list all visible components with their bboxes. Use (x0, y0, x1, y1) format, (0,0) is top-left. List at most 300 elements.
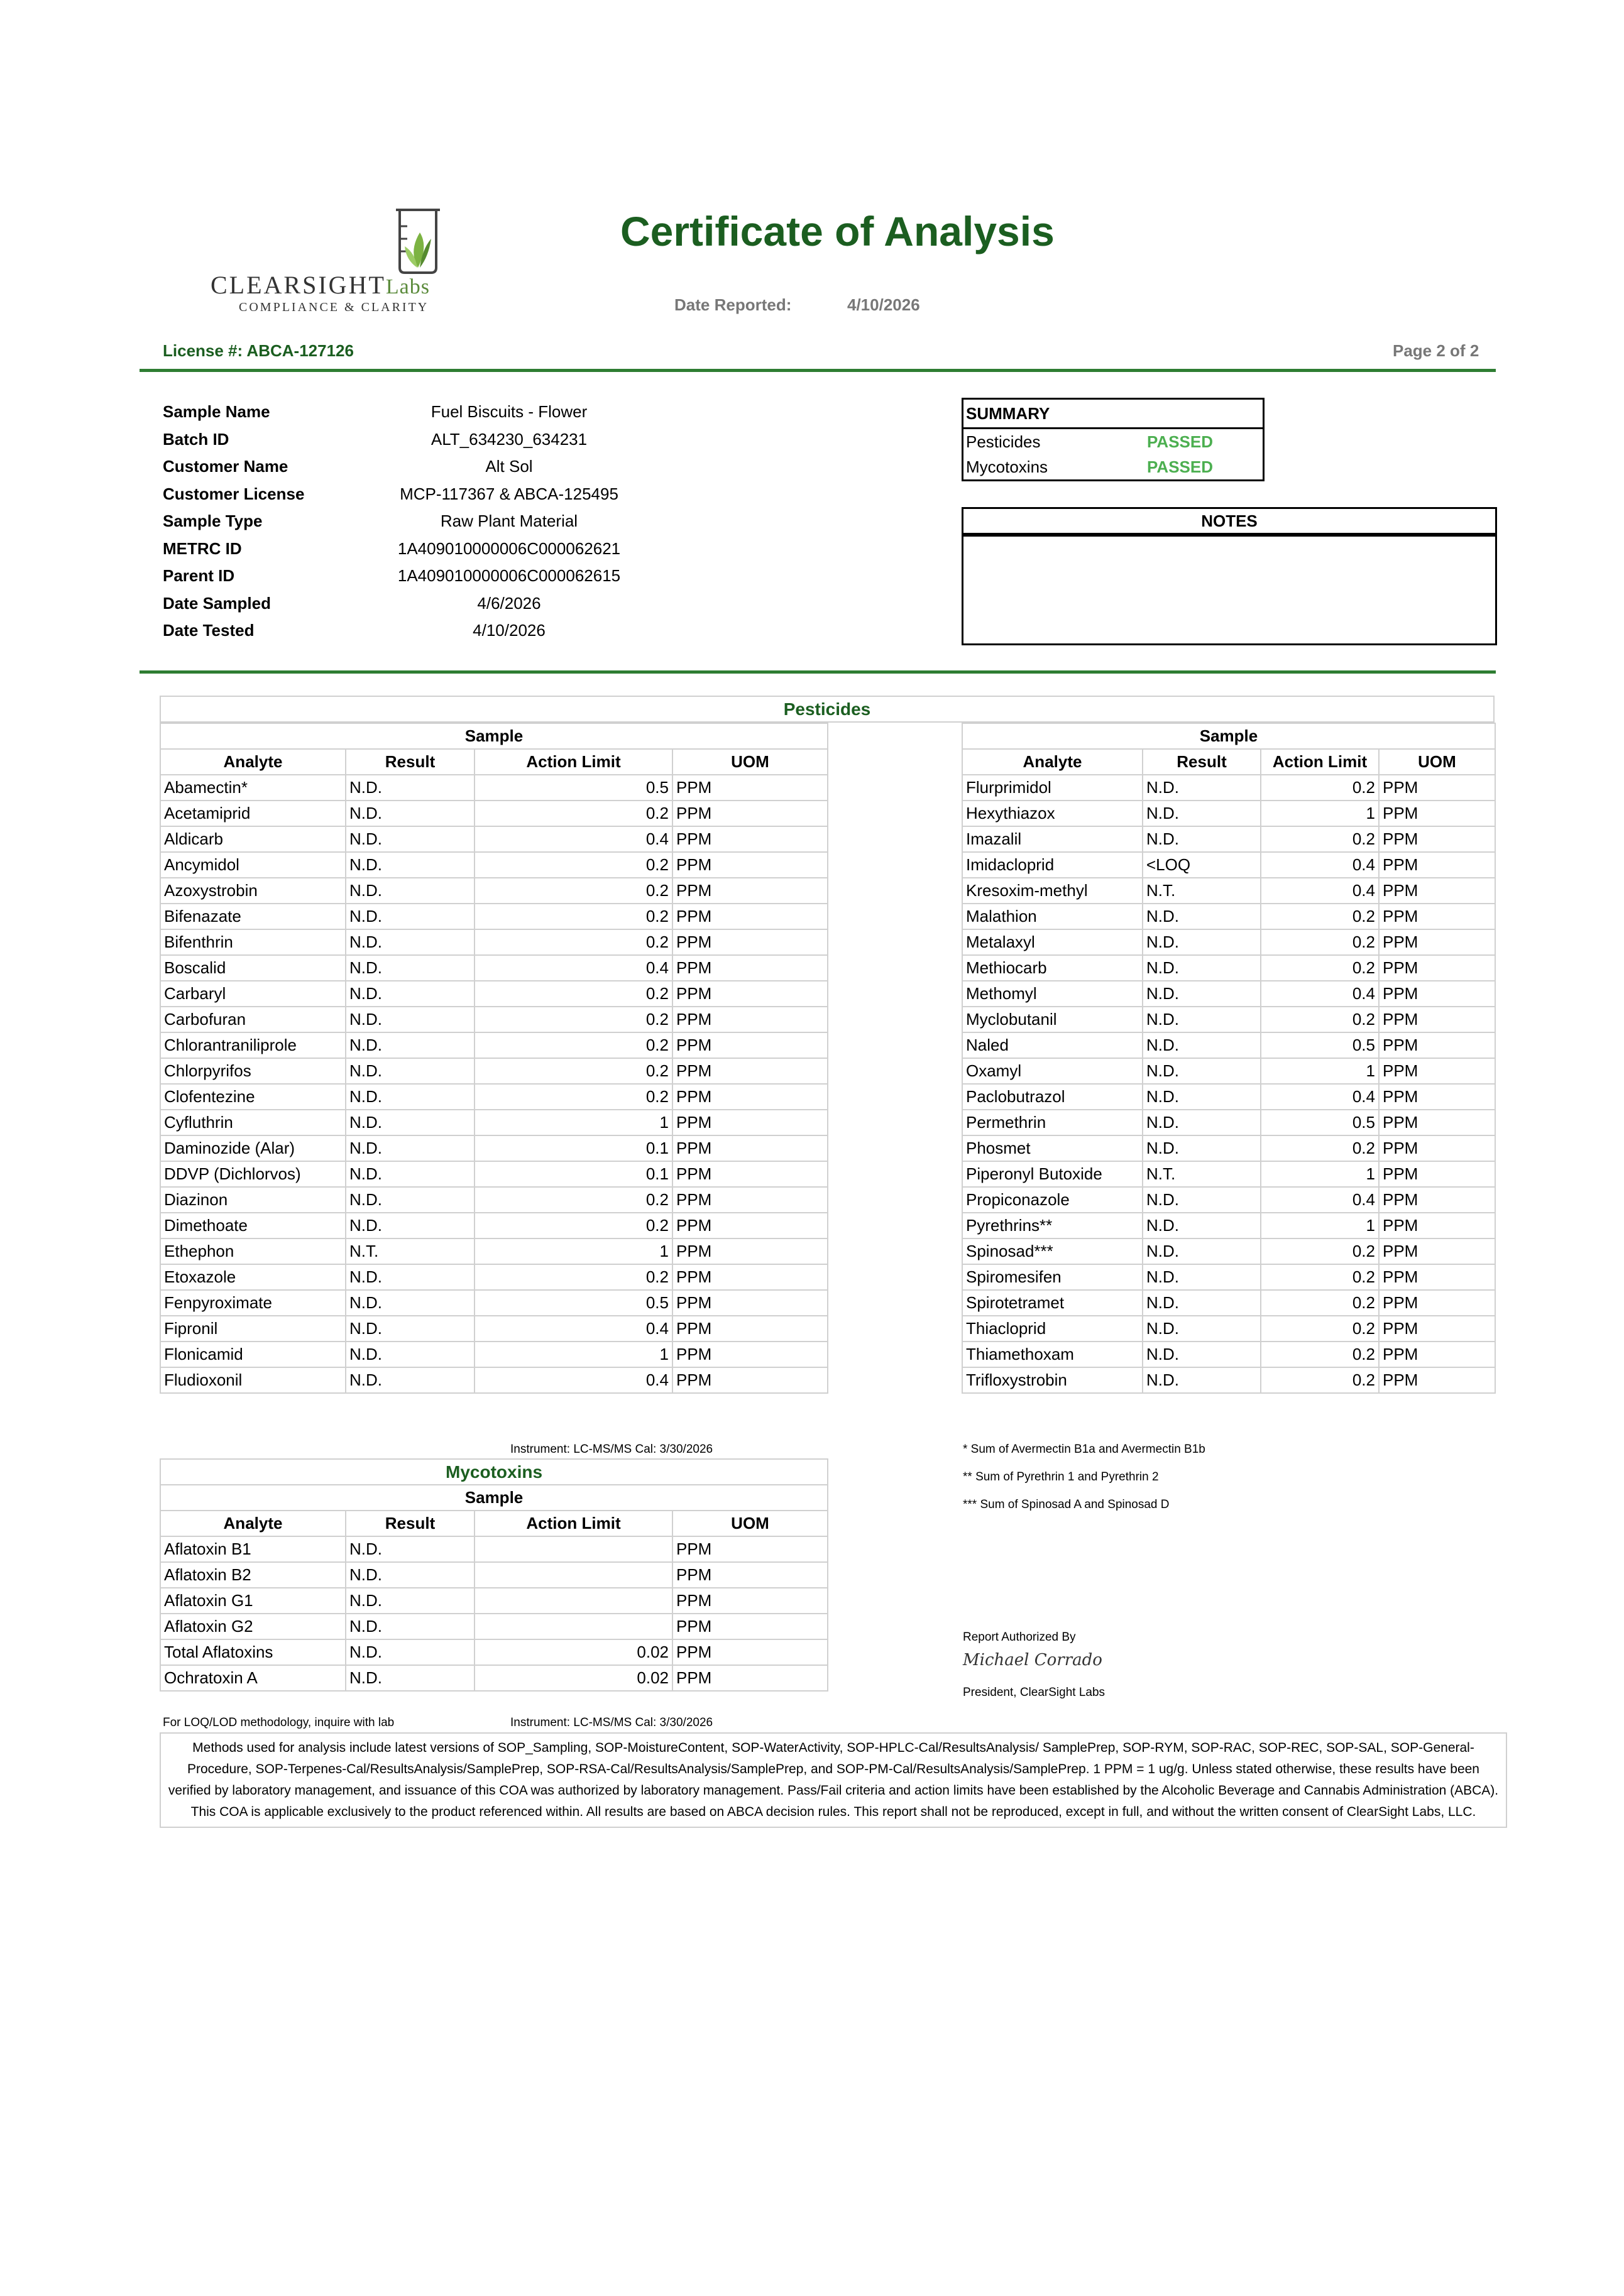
table-row (160, 1032, 828, 1058)
table-row (962, 1058, 1495, 1084)
action-limit-cell: 0.2 (475, 1058, 672, 1084)
uom-cell: PPM (1379, 1290, 1495, 1316)
table-row (160, 1058, 828, 1084)
action-limit-cell: 0.2 (1261, 1342, 1379, 1367)
result-cell: N.D. (346, 1135, 475, 1161)
table-row (962, 801, 1495, 826)
notes-title: NOTES (962, 507, 1497, 535)
analyte-cell: Ancymidol (160, 852, 346, 878)
analyte-cell: Flurprimidol (962, 775, 1143, 801)
action-limit-cell (475, 1614, 672, 1639)
table-row (962, 775, 1495, 801)
table-row (962, 1187, 1495, 1213)
result-cell: N.D. (346, 1187, 475, 1213)
column-header: Analyte (160, 749, 346, 775)
table-row (160, 1342, 828, 1367)
result-cell: N.D. (346, 981, 475, 1007)
table-row (160, 801, 828, 826)
uom-cell: PPM (672, 1187, 828, 1213)
analyte-cell: Paclobutrazol (962, 1084, 1143, 1110)
table-row (160, 1135, 828, 1161)
uom-cell: PPM (1379, 1264, 1495, 1290)
action-limit-cell: 1 (475, 1110, 672, 1135)
action-limit-cell: 1 (475, 1238, 672, 1264)
action-limit-cell: 0.2 (1261, 1135, 1379, 1161)
table-row (160, 981, 828, 1007)
uom-cell: PPM (672, 826, 828, 852)
column-header: UOM (672, 749, 828, 775)
result-cell: N.D. (346, 1007, 475, 1032)
uom-cell: PPM (1379, 852, 1495, 878)
table-row (160, 1238, 828, 1264)
action-limit-cell (475, 1562, 672, 1588)
table-row (962, 1084, 1495, 1110)
sample-info-label: Customer License (163, 484, 305, 503)
sample-info-label: Sample Type (163, 511, 263, 530)
mycotoxins-instrument: Instrument: LC-MS/MS Cal: 3/30/2026 (510, 1716, 713, 1729)
table-row (160, 1367, 828, 1393)
logo-wordmark: CLEARSIGHTLabs (211, 271, 430, 299)
result-cell: N.T. (346, 1238, 475, 1264)
summary-item-name: Mycotoxins (966, 457, 1048, 476)
analyte-cell: Naled (962, 1032, 1143, 1058)
column-header: Result (346, 1511, 475, 1536)
table-row (962, 852, 1495, 878)
result-cell: N.D. (346, 1536, 475, 1562)
table-row (962, 1290, 1495, 1316)
uom-cell: PPM (1379, 1367, 1495, 1393)
column-header: Analyte (160, 1511, 346, 1536)
action-limit-cell: 0.2 (1261, 1264, 1379, 1290)
result-cell: N.D. (346, 1665, 475, 1691)
pesticides-table-left (160, 723, 828, 1394)
analyte-cell: Diazinon (160, 1187, 346, 1213)
analyte-cell: Total Aflatoxins (160, 1639, 346, 1665)
analyte-cell: Phosmet (962, 1135, 1143, 1161)
uom-cell: PPM (672, 904, 828, 929)
action-limit-cell: 0.2 (475, 1213, 672, 1238)
uom-cell: PPM (1379, 775, 1495, 801)
analyte-cell: Abamectin* (160, 775, 346, 801)
uom-cell: PPM (1379, 1058, 1495, 1084)
uom-cell: PPM (672, 1110, 828, 1135)
logo-tagline: COMPLIANCE & CLARITY (239, 300, 429, 314)
action-limit-cell: 0.2 (475, 904, 672, 929)
table-row (962, 878, 1495, 904)
sample-info-value: MCP-117367 & ABCA-125495 (400, 484, 618, 503)
result-cell: N.D. (346, 1084, 475, 1110)
action-limit-cell: 0.4 (475, 1316, 672, 1342)
sample-header: Sample (160, 1485, 828, 1511)
uom-cell: PPM (672, 1367, 828, 1393)
analyte-cell: Carbaryl (160, 981, 346, 1007)
analyte-cell: Permethrin (962, 1110, 1143, 1135)
sample-info-value: ALT_634230_634231 (431, 430, 588, 449)
column-header: UOM (672, 1511, 828, 1536)
analyte-cell: Aflatoxin G2 (160, 1614, 346, 1639)
action-limit-cell: 0.4 (1261, 1187, 1379, 1213)
analyte-cell: Bifenthrin (160, 929, 346, 955)
analyte-cell: Fipronil (160, 1316, 346, 1342)
column-header: Analyte (962, 749, 1143, 775)
analyte-cell: Chlorantraniliprole (160, 1032, 346, 1058)
table-row (962, 1007, 1495, 1032)
table-row (962, 1264, 1495, 1290)
analyte-cell: Boscalid (160, 955, 346, 981)
result-cell: N.D. (1143, 1135, 1261, 1161)
section-divider (140, 670, 1496, 674)
summary-item-name: Pesticides (966, 432, 1041, 451)
action-limit-cell: 1 (1261, 801, 1379, 826)
summary-title: SUMMARY (963, 400, 1263, 429)
analyte-cell: Bifenazate (160, 904, 346, 929)
result-cell: N.D. (1143, 1264, 1261, 1290)
uom-cell: PPM (672, 1536, 828, 1562)
table-row (160, 929, 828, 955)
column-header: UOM (1379, 749, 1495, 775)
uom-cell: PPM (1379, 904, 1495, 929)
uom-cell: PPM (672, 1135, 828, 1161)
table-row (962, 929, 1495, 955)
result-cell: N.T. (1143, 878, 1261, 904)
result-cell: N.D. (1143, 1238, 1261, 1264)
action-limit-cell: 0.2 (475, 852, 672, 878)
action-limit-cell: 0.2 (475, 1264, 672, 1290)
sample-info-label: Date Sampled (163, 594, 271, 613)
action-limit-cell: 0.1 (475, 1135, 672, 1161)
table-row (160, 1264, 828, 1290)
header-divider (140, 369, 1496, 372)
uom-cell: PPM (1379, 1135, 1495, 1161)
uom-cell: PPM (672, 1342, 828, 1367)
result-cell: N.D. (346, 1032, 475, 1058)
result-cell: N.D. (1143, 1290, 1261, 1316)
action-limit-cell: 1 (1261, 1213, 1379, 1238)
table-row (962, 1032, 1495, 1058)
uom-cell: PPM (672, 878, 828, 904)
action-limit-cell: 0.2 (475, 1007, 672, 1032)
uom-cell: PPM (672, 1213, 828, 1238)
analyte-cell: Aflatoxin B2 (160, 1562, 346, 1588)
result-cell: N.D. (346, 1342, 475, 1367)
result-cell: N.D. (346, 1367, 475, 1393)
action-limit-cell: 0.2 (475, 878, 672, 904)
uom-cell: PPM (672, 1264, 828, 1290)
analyte-cell: Carbofuran (160, 1007, 346, 1032)
result-cell: N.D. (1143, 981, 1261, 1007)
table-row (160, 1007, 828, 1032)
analyte-cell: Spiromesifen (962, 1264, 1143, 1290)
uom-cell: PPM (672, 981, 828, 1007)
table-row (160, 1639, 828, 1665)
summary-row (963, 454, 1263, 479)
date-reported-value: 4/10/2026 (847, 295, 920, 314)
result-cell: N.D. (346, 1110, 475, 1135)
action-limit-cell: 0.2 (1261, 1316, 1379, 1342)
status-badge: PASSED (1147, 457, 1213, 476)
action-limit-cell: 0.5 (1261, 1110, 1379, 1135)
result-cell: N.D. (346, 1639, 475, 1665)
action-limit-cell: 0.02 (475, 1639, 672, 1665)
uom-cell: PPM (1379, 1342, 1495, 1367)
uom-cell: PPM (672, 801, 828, 826)
table-row (160, 1290, 828, 1316)
analyte-cell: Aldicarb (160, 826, 346, 852)
mycotoxins-title: Mycotoxins (160, 1459, 828, 1485)
result-cell: N.D. (346, 1316, 475, 1342)
action-limit-cell: 0.1 (475, 1161, 672, 1187)
analyte-cell: Aflatoxin B1 (160, 1536, 346, 1562)
uom-cell: PPM (1379, 1213, 1495, 1238)
table-row (962, 1238, 1495, 1264)
result-cell: N.D. (346, 1161, 475, 1187)
sample-info-value: 1A409010000006C000062621 (397, 539, 621, 558)
table-row (962, 826, 1495, 852)
action-limit-cell: 1 (475, 1342, 672, 1367)
uom-cell: PPM (1379, 1238, 1495, 1264)
action-limit-cell: 0.4 (1261, 852, 1379, 878)
result-cell: N.D. (1143, 929, 1261, 955)
analyte-cell: Spirotetramet (962, 1290, 1143, 1316)
uom-cell: PPM (672, 1058, 828, 1084)
uom-cell: PPM (1379, 1110, 1495, 1135)
column-header: Action Limit (475, 749, 672, 775)
action-limit-cell: 1 (1261, 1161, 1379, 1187)
uom-cell: PPM (672, 1032, 828, 1058)
sample-info-label: Customer Name (163, 457, 288, 476)
action-limit-cell: 0.5 (1261, 1032, 1379, 1058)
table-row (160, 1316, 828, 1342)
notes-box (962, 535, 1497, 645)
sample-info-label: METRC ID (163, 539, 242, 558)
uom-cell: PPM (672, 1639, 828, 1665)
analyte-cell: Thiamethoxam (962, 1342, 1143, 1367)
uom-cell: PPM (1379, 1007, 1495, 1032)
analyte-cell: Cyfluthrin (160, 1110, 346, 1135)
table-row (160, 1161, 828, 1187)
uom-cell: PPM (672, 1161, 828, 1187)
analyte-cell: Azoxystrobin (160, 878, 346, 904)
table-row (160, 955, 828, 981)
action-limit-cell: 0.2 (1261, 1238, 1379, 1264)
action-limit-cell: 0.2 (1261, 904, 1379, 929)
sample-info-label: Date Tested (163, 621, 255, 640)
action-limit-cell: 0.5 (475, 775, 672, 801)
analyte-cell: Imidacloprid (962, 852, 1143, 878)
analyte-cell: Fludioxonil (160, 1367, 346, 1393)
analyte-cell: Pyrethrins** (962, 1213, 1143, 1238)
pesticides-title-row (160, 696, 1495, 723)
analyte-cell: Imazalil (962, 826, 1143, 852)
action-limit-cell: 0.2 (1261, 1367, 1379, 1393)
action-limit-cell: 0.2 (1261, 955, 1379, 981)
action-limit-cell: 0.4 (475, 1367, 672, 1393)
uom-cell: PPM (1379, 1187, 1495, 1213)
result-cell: N.D. (1143, 1316, 1261, 1342)
uom-cell: PPM (1379, 929, 1495, 955)
result-cell: N.D. (1143, 1058, 1261, 1084)
beaker-leaf-icon (390, 207, 446, 276)
analyte-cell: Dimethoate (160, 1213, 346, 1238)
table-row (160, 1213, 828, 1238)
sample-info-value: 4/6/2026 (477, 594, 541, 613)
analyte-cell: Hexythiazox (962, 801, 1143, 826)
result-cell: N.D. (1143, 1187, 1261, 1213)
table-row (962, 904, 1495, 929)
result-cell: <LOQ (1143, 852, 1261, 878)
analyte-cell: Kresoxim-methyl (962, 878, 1143, 904)
analyte-cell: Myclobutanil (962, 1007, 1143, 1032)
result-cell: N.D. (1143, 1367, 1261, 1393)
result-cell: N.D. (1143, 1110, 1261, 1135)
analyte-cell: Piperonyl Butoxide (962, 1161, 1143, 1187)
uom-cell: PPM (672, 1290, 828, 1316)
page-title: Certificate of Analysis (620, 208, 1055, 254)
result-cell: N.D. (1143, 826, 1261, 852)
result-cell: N.D. (1143, 904, 1261, 929)
action-limit-cell: 0.4 (1261, 981, 1379, 1007)
sample-info-value: Alt Sol (485, 457, 533, 476)
action-limit-cell: 0.2 (475, 1187, 672, 1213)
analyte-cell: Flonicamid (160, 1342, 346, 1367)
uom-cell: PPM (672, 775, 828, 801)
uom-cell: PPM (672, 1588, 828, 1614)
action-limit-cell: 0.2 (1261, 1007, 1379, 1032)
table-row (962, 955, 1495, 981)
result-cell: N.D. (346, 878, 475, 904)
column-header: Action Limit (475, 1511, 672, 1536)
analyte-cell: Methomyl (962, 981, 1143, 1007)
table-row (962, 1316, 1495, 1342)
uom-cell: PPM (672, 955, 828, 981)
result-cell: N.D. (346, 1290, 475, 1316)
result-cell: N.D. (346, 929, 475, 955)
action-limit-cell: 0.5 (475, 1290, 672, 1316)
analyte-cell: Chlorpyrifos (160, 1058, 346, 1084)
table-row (160, 826, 828, 852)
sample-info-label: Sample Name (163, 402, 270, 421)
result-cell: N.D. (346, 852, 475, 878)
uom-cell: PPM (1379, 801, 1495, 826)
table-row (962, 1135, 1495, 1161)
result-cell: N.D. (346, 1264, 475, 1290)
result-cell: N.D. (1143, 1007, 1261, 1032)
action-limit-cell: 1 (1261, 1058, 1379, 1084)
action-limit-cell: 0.2 (475, 929, 672, 955)
analyte-cell: Spinosad*** (962, 1238, 1143, 1264)
license-number: License #: ABCA-127126 (163, 341, 354, 360)
uom-cell: PPM (1379, 1032, 1495, 1058)
signature: Michael Corrado (963, 1651, 1102, 1670)
uom-cell: PPM (1379, 981, 1495, 1007)
summary-box (962, 398, 1265, 481)
analyte-cell: Aflatoxin G1 (160, 1588, 346, 1614)
analyte-cell: Clofentezine (160, 1084, 346, 1110)
action-limit-cell: 0.4 (1261, 878, 1379, 904)
action-limit-cell (475, 1588, 672, 1614)
page-number: Page 2 of 2 (1393, 341, 1479, 360)
result-cell: N.D. (346, 1588, 475, 1614)
sample-header: Sample (962, 723, 1495, 749)
uom-cell: PPM (1379, 878, 1495, 904)
table-row (160, 904, 828, 929)
sample-info-label: Batch ID (163, 430, 229, 449)
table-row (160, 775, 828, 801)
table-row (160, 852, 828, 878)
result-cell: N.D. (1143, 1084, 1261, 1110)
action-limit-cell: 0.2 (475, 1032, 672, 1058)
table-row (160, 1562, 828, 1588)
table-row (160, 1110, 828, 1135)
footnote: * Sum of Avermectin B1a and Avermectin B1b (963, 1443, 1205, 1456)
analyte-cell: Etoxazole (160, 1264, 346, 1290)
analyte-cell: Propiconazole (962, 1187, 1143, 1213)
sample-info-label: Parent ID (163, 566, 235, 585)
table-row (160, 1665, 828, 1691)
analyte-cell: Acetamiprid (160, 801, 346, 826)
sample-info-value: 1A409010000006C000062615 (397, 566, 621, 585)
result-cell: N.D. (346, 1213, 475, 1238)
table-row (160, 878, 828, 904)
table-row (962, 981, 1495, 1007)
action-limit-cell: 0.4 (1261, 1084, 1379, 1110)
table-row (962, 1367, 1495, 1393)
summary-row (963, 429, 1263, 454)
result-cell: N.T. (1143, 1161, 1261, 1187)
table-row (160, 1588, 828, 1614)
status-badge: PASSED (1147, 432, 1213, 451)
pesticides-table-right (962, 723, 1496, 1394)
result-cell: N.D. (346, 1058, 475, 1084)
footnote: *** Sum of Spinosad A and Spinosad D (963, 1498, 1170, 1511)
action-limit-cell: 0.2 (475, 801, 672, 826)
uom-cell: PPM (672, 1614, 828, 1639)
uom-cell: PPM (672, 1316, 828, 1342)
sample-header: Sample (160, 723, 828, 749)
table-row (160, 1084, 828, 1110)
action-limit-cell: 0.2 (475, 981, 672, 1007)
table-row (160, 1187, 828, 1213)
column-header: Result (1143, 749, 1261, 775)
result-cell: N.D. (346, 1562, 475, 1588)
table-row (962, 1161, 1495, 1187)
analyte-cell: DDVP (Dichlorvos) (160, 1161, 346, 1187)
analyte-cell: Trifloxystrobin (962, 1367, 1143, 1393)
analyte-cell: Ochratoxin A (160, 1665, 346, 1691)
analyte-cell: Metalaxyl (962, 929, 1143, 955)
date-reported-label: Date Reported: (674, 295, 792, 314)
analyte-cell: Oxamyl (962, 1058, 1143, 1084)
analyte-cell: Methiocarb (962, 955, 1143, 981)
result-cell: N.D. (346, 955, 475, 981)
action-limit-cell (475, 1536, 672, 1562)
uom-cell: PPM (672, 1084, 828, 1110)
result-cell: N.D. (1143, 801, 1261, 826)
analyte-cell: Daminozide (Alar) (160, 1135, 346, 1161)
action-limit-cell: 0.2 (475, 1084, 672, 1110)
uom-cell: PPM (672, 1238, 828, 1264)
analyte-cell: Malathion (962, 904, 1143, 929)
pesticides-instrument: Instrument: LC-MS/MS Cal: 3/30/2026 (510, 1443, 713, 1456)
uom-cell: PPM (1379, 955, 1495, 981)
sample-info-value: 4/10/2026 (473, 621, 546, 640)
table-row (962, 1213, 1495, 1238)
result-cell: N.D. (346, 775, 475, 801)
result-cell: N.D. (1143, 1213, 1261, 1238)
result-cell: N.D. (346, 904, 475, 929)
action-limit-cell: 0.2 (1261, 775, 1379, 801)
action-limit-cell: 0.2 (1261, 826, 1379, 852)
